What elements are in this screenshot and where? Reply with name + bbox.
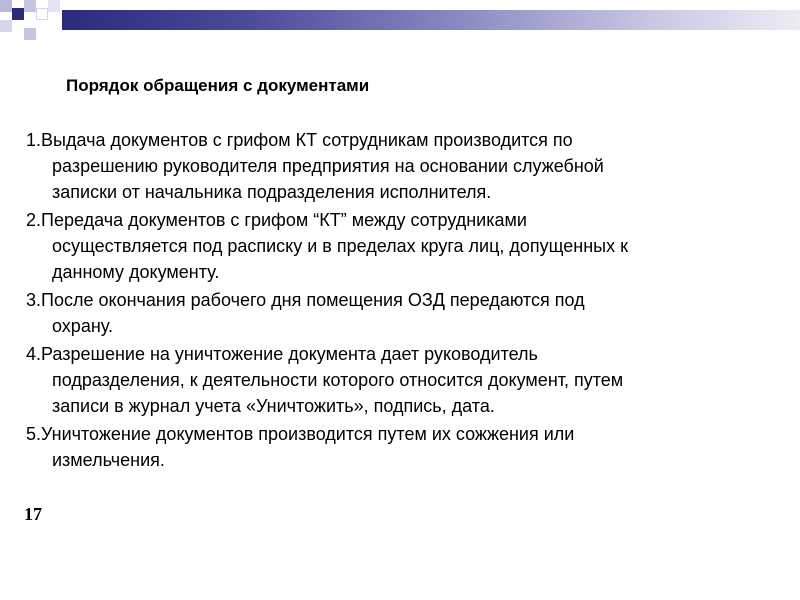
page-number: 17 <box>24 504 42 524</box>
list-item-text: Разрешение на уничтожение документа дает руководитель <box>41 344 538 364</box>
decor-square <box>24 28 36 40</box>
list-item-text: охрану. <box>52 316 113 336</box>
list-item <box>26 127 786 205</box>
list-item-text: Передача документов с грифом “КТ” между сотрудниками <box>41 210 527 230</box>
list-item-text: данному документу. <box>52 262 220 282</box>
list-item <box>26 287 786 339</box>
decor-square <box>36 8 48 20</box>
list-item-text: записки от начальника подразделения исполнителя. <box>52 182 492 202</box>
list-item-number: 2. <box>26 210 42 230</box>
list-item <box>26 207 786 285</box>
list-item-text: записи в журнал учета «Уничтожить», подпись, дата. <box>52 396 495 416</box>
list-item-text: осуществляется под расписку и в пределах круга лиц, допущенных к <box>52 236 628 256</box>
list-item-number: 1. <box>26 130 42 150</box>
decor-square <box>48 0 60 12</box>
slide-header-decoration <box>0 0 800 42</box>
list-item-text: Уничтожение документов производится путем их сожжения или <box>41 424 575 444</box>
decor-square <box>24 0 36 12</box>
list-item-text: Выдача документов с грифом КТ сотрудникам производится по <box>41 130 573 150</box>
list-item-text: разрешению руководителя предприятия на основании служебной <box>52 156 604 176</box>
list-item-first-line <box>26 207 786 233</box>
list-item-first-line <box>26 341 786 367</box>
list-item-number: 5. <box>26 424 42 444</box>
list-item-first-line <box>26 421 786 447</box>
list-item-first-line <box>26 287 786 313</box>
list-item-text: подразделения, к деятельности которого относится документ, путем <box>52 370 624 390</box>
list-item-text: После окончания рабочего дня помещения ОЗД передаются под <box>41 290 585 310</box>
list-item <box>26 341 786 419</box>
list-item <box>26 421 786 473</box>
list-item-first-line <box>26 127 786 153</box>
numbered-list <box>26 127 786 475</box>
decor-square <box>0 0 12 12</box>
header-gradient-bar <box>62 10 800 30</box>
list-item-text: измельчения. <box>52 450 165 470</box>
list-item-number: 4. <box>26 344 42 364</box>
slide-title: Порядок обращения с документами <box>66 76 370 95</box>
decor-square <box>0 20 12 32</box>
list-item-number: 3. <box>26 290 42 310</box>
decor-square <box>12 8 24 20</box>
